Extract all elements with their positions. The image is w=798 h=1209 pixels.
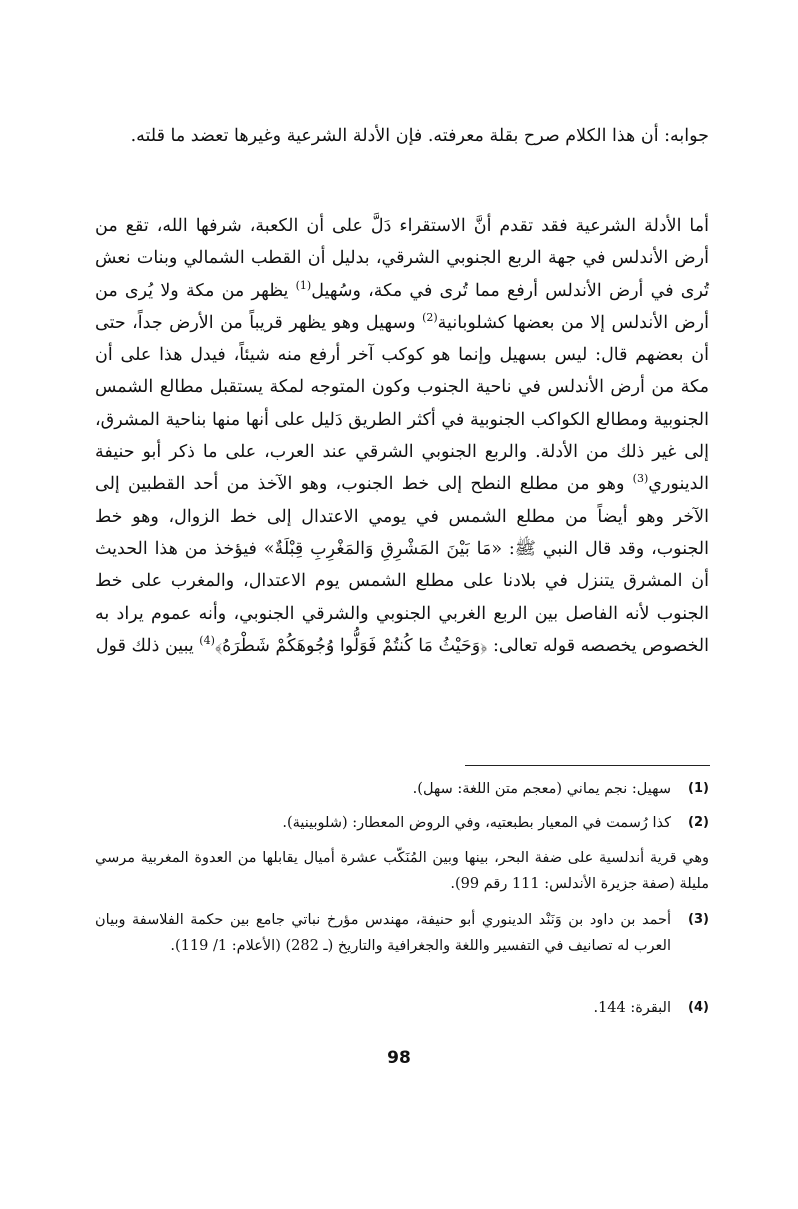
- main-text-part: وسهيل وهو يظهر قريباً من الأرض جداً، حتى أن بعضهم قال: ليس بسهيل وإنما هو كوكب آخر أرفع منه شيئاً، فيدل هذا على أن مكة من أرض الأندلس في ناحية الجنوب وكون المتوجه لمكة يستقبل مطالع الشمس الجنوبية ومطالع الكواكب الجنوبية في أكثر الطريق دَليل على أنها منها بناحية المشرق، إلى غير ذلك من الأدلة. والربع الجنوبي الشرقي عند العرب، على ما ذكر أبو حنيفة الدينوري: [95, 312, 709, 495]
- main-paragraph: [95, 210, 709, 662]
- footnote-ref-3: (3): [632, 472, 649, 486]
- footnote-3: [95, 907, 709, 959]
- footnote-number: (1): [688, 781, 709, 796]
- footnote-ref-2: (2): [422, 311, 438, 325]
- intro-paragraph: جوابه: أن هذا الكلام صرح بقلة معرفته. فإن الأدلة الشرعية وغيرها تعضد ما قلته.: [130, 126, 709, 146]
- main-text-part: يظهر من مكة ولا يُرى من أرض الأندلس إلا من بعضها كشلوبانية: [95, 280, 709, 333]
- footnote-separator: [465, 765, 710, 766]
- page-number: 98: [387, 1048, 411, 1068]
- footnote-number: (2): [688, 815, 709, 830]
- footnote-text: كذا رُسمت في المعيار بطبعتيه، وفي الروض المعطار: (شلوبينية).: [282, 815, 671, 831]
- footnote-text: أحمد بن داود بن وَنَنْد الدينوري أبو حنيفة، مهندس مؤرخ نباتي جامع بين حكمة الفلاسفة وبيان العرب له تصانيف في التفسير واللغة والجغرافية والتاريخ (ـ 282) (الأعلام: 1/ 119).: [95, 912, 671, 954]
- footnote-number: (3): [688, 912, 709, 927]
- footnote-number: (4): [688, 1000, 709, 1015]
- main-text-part: يبين ذلك قول: [95, 635, 200, 656]
- footnote-text: وهي قرية أندلسية على ضفة البحر، بينها وبين المُنَكّب عشرة أميال يقابلها من العدوة المغربية مرسي مليلة (صفة جزيرة الأندلس: 111 رقم 99).: [95, 850, 709, 892]
- footnote-text: سهيل: نجم يماني (معجم متن اللغة: سهل).: [412, 781, 671, 797]
- main-text-part: وهو من مطلع النطح إلى خط الجنوب، وهو الآخذ من أحد القطبين إلى الآخر وهو أيضاً من مطلع الشمس في يومي الاعتدال إلى خط الزوال، وهو خط الجنوب، وقد قال النبي ﷺ: «مَا بَيْنَ المَشْرِقِ وَالمَغْرِبِ قِبْلَةٌ» فيؤخذ من هذا الحديث أن المشرق يتنزل في بلادنا على مطلع الشمس يوم الاعتدال، والمغرب على خط الجنوب لأنه الفاصل بين الربع الغربي الجنوبي والشرقي الجنوبي، وأنه عموم يراد به الخصوص يخصصه قوله تعالى: ﴿وَحَيْثُ مَا كُنتُمْ فَوَلُّوا وُجُوهَكُمْ شَطْرَهُ﴾: [95, 474, 709, 656]
- footnote-4: [95, 995, 709, 1021]
- main-text-part: أما الأدلة الشرعية فقد تقدم أنَّ الاستقراء دَلَّ على أن الكعبة، شرفها الله، تقع من أرض الأندلس في جهة الربع الجنوبي الشرقي، بدليل أن القطب الشمالي وبنات نعش تُرى في أرض الأندلس أرفع مما تُرى في مكة، وسُهيل: [95, 216, 709, 301]
- footnote-ref-4: (4): [199, 634, 215, 648]
- footnote-2: [95, 810, 709, 836]
- footnote-1: [95, 776, 709, 802]
- footnote-text: البقرة: 144.: [593, 1000, 671, 1016]
- footnote-2-continuation: [95, 845, 709, 897]
- footnote-ref-1: (1): [295, 278, 312, 292]
